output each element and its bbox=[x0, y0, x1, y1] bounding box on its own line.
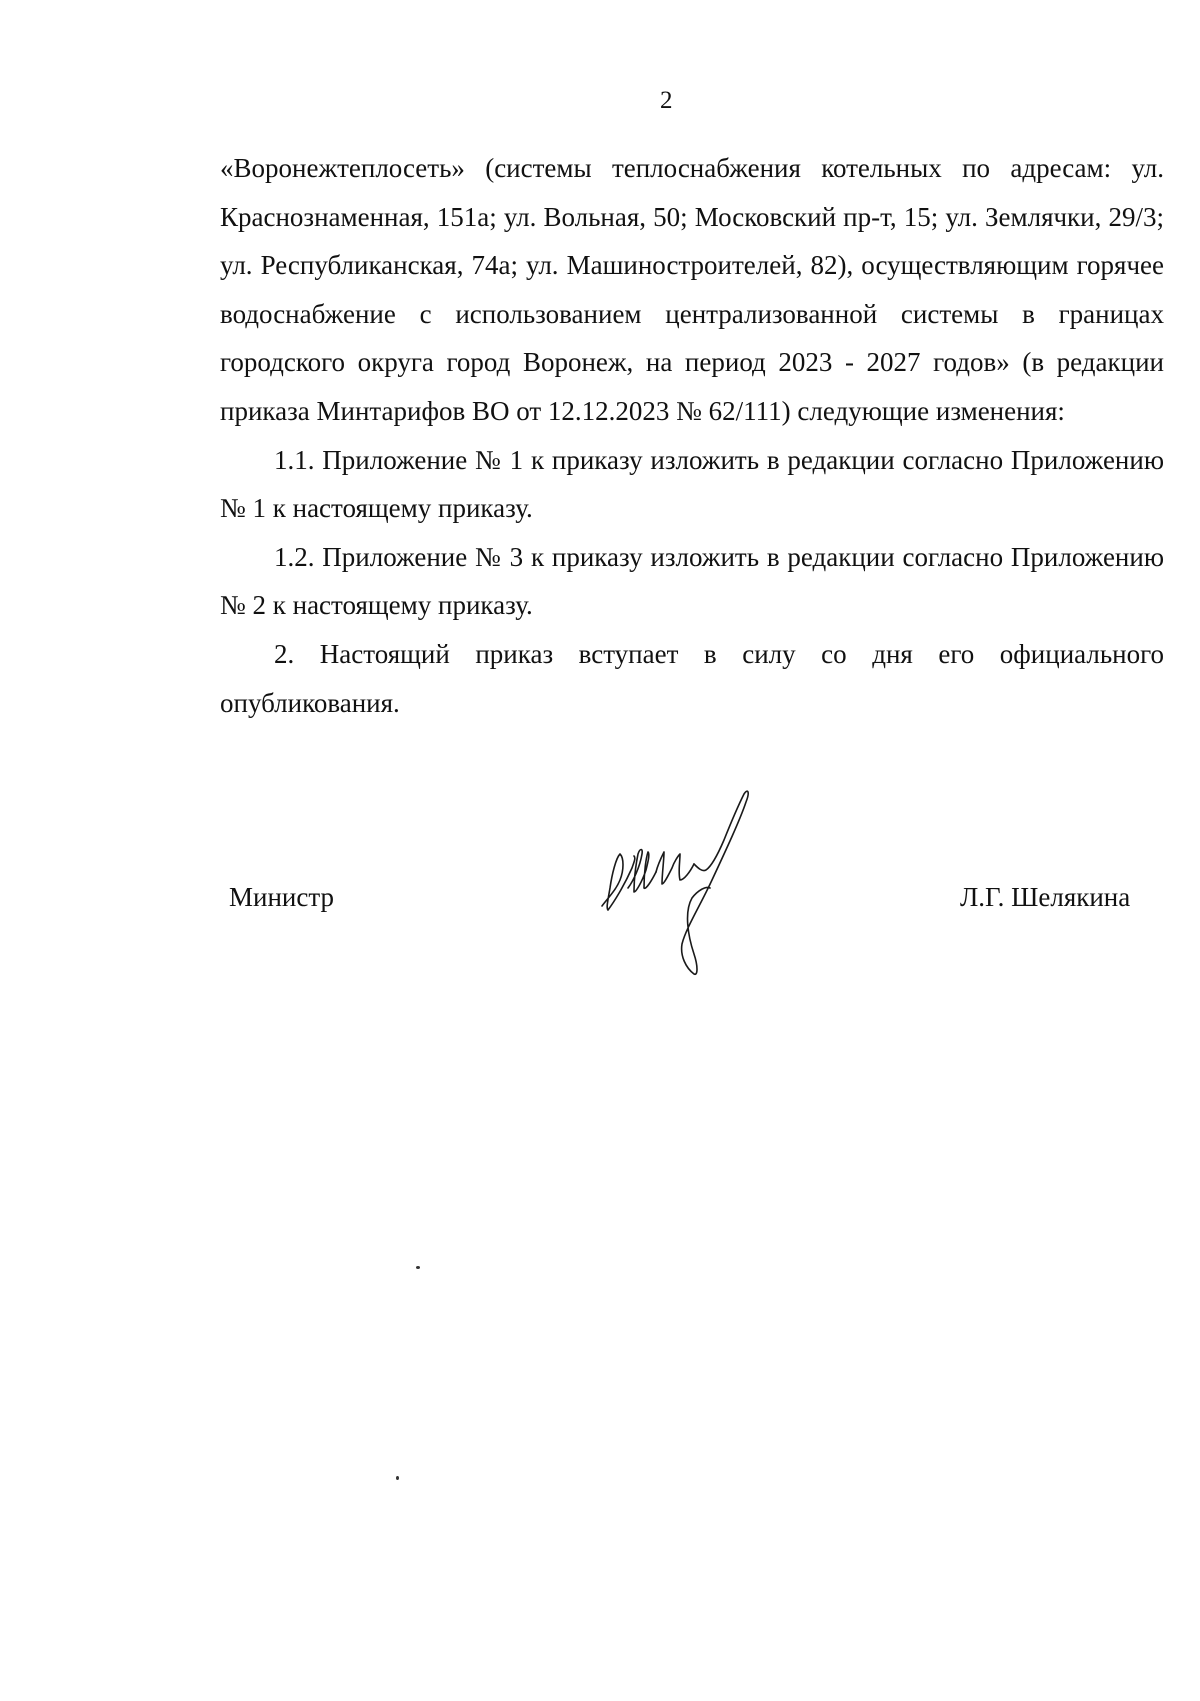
intro-paragraph: «Воронежтеплосеть» (системы теплоснабжения котельных по адресам: ул. Краснознаменная, 151а; ул. Вольная, 50; Московский пр-т, 15; ул. Землячки, 29/3; ул. Республиканская, 74а; ул. Машиностроителей, 82), осуществляющим горячее водоснабжение с использованием централизованной системы в границах городского округа город Воронеж, на период 2023 - 2027 годов» (в редакции приказа Минтарифов ВО от 12.12.2023 № 62/111) следующие изменения: bbox=[220, 153, 1164, 426]
handwritten-signature bbox=[594, 788, 764, 978]
item-1-2-paragraph: 1.2. Приложение № 3 к приказу изложить в редакции согласно Приложению № 2 к настоящему приказу. bbox=[220, 541, 1164, 621]
scan-artifact-dot bbox=[396, 1476, 399, 1480]
item-2-paragraph: 2. Настоящий приказ вступает в силу со дня его официального опубликования. bbox=[220, 638, 1164, 718]
signer-position: Министр bbox=[229, 882, 334, 912]
page-number: 2 bbox=[660, 87, 673, 114]
order-body-text bbox=[220, 144, 1164, 727]
item-1-1-paragraph: 1.1. Приложение № 1 к приказу изложить в редакции согласно Приложению № 1 к настоящему приказу. bbox=[220, 444, 1164, 524]
scan-artifact-dot bbox=[416, 1266, 420, 1269]
signer-name: Л.Г. Шелякина bbox=[960, 882, 1131, 912]
